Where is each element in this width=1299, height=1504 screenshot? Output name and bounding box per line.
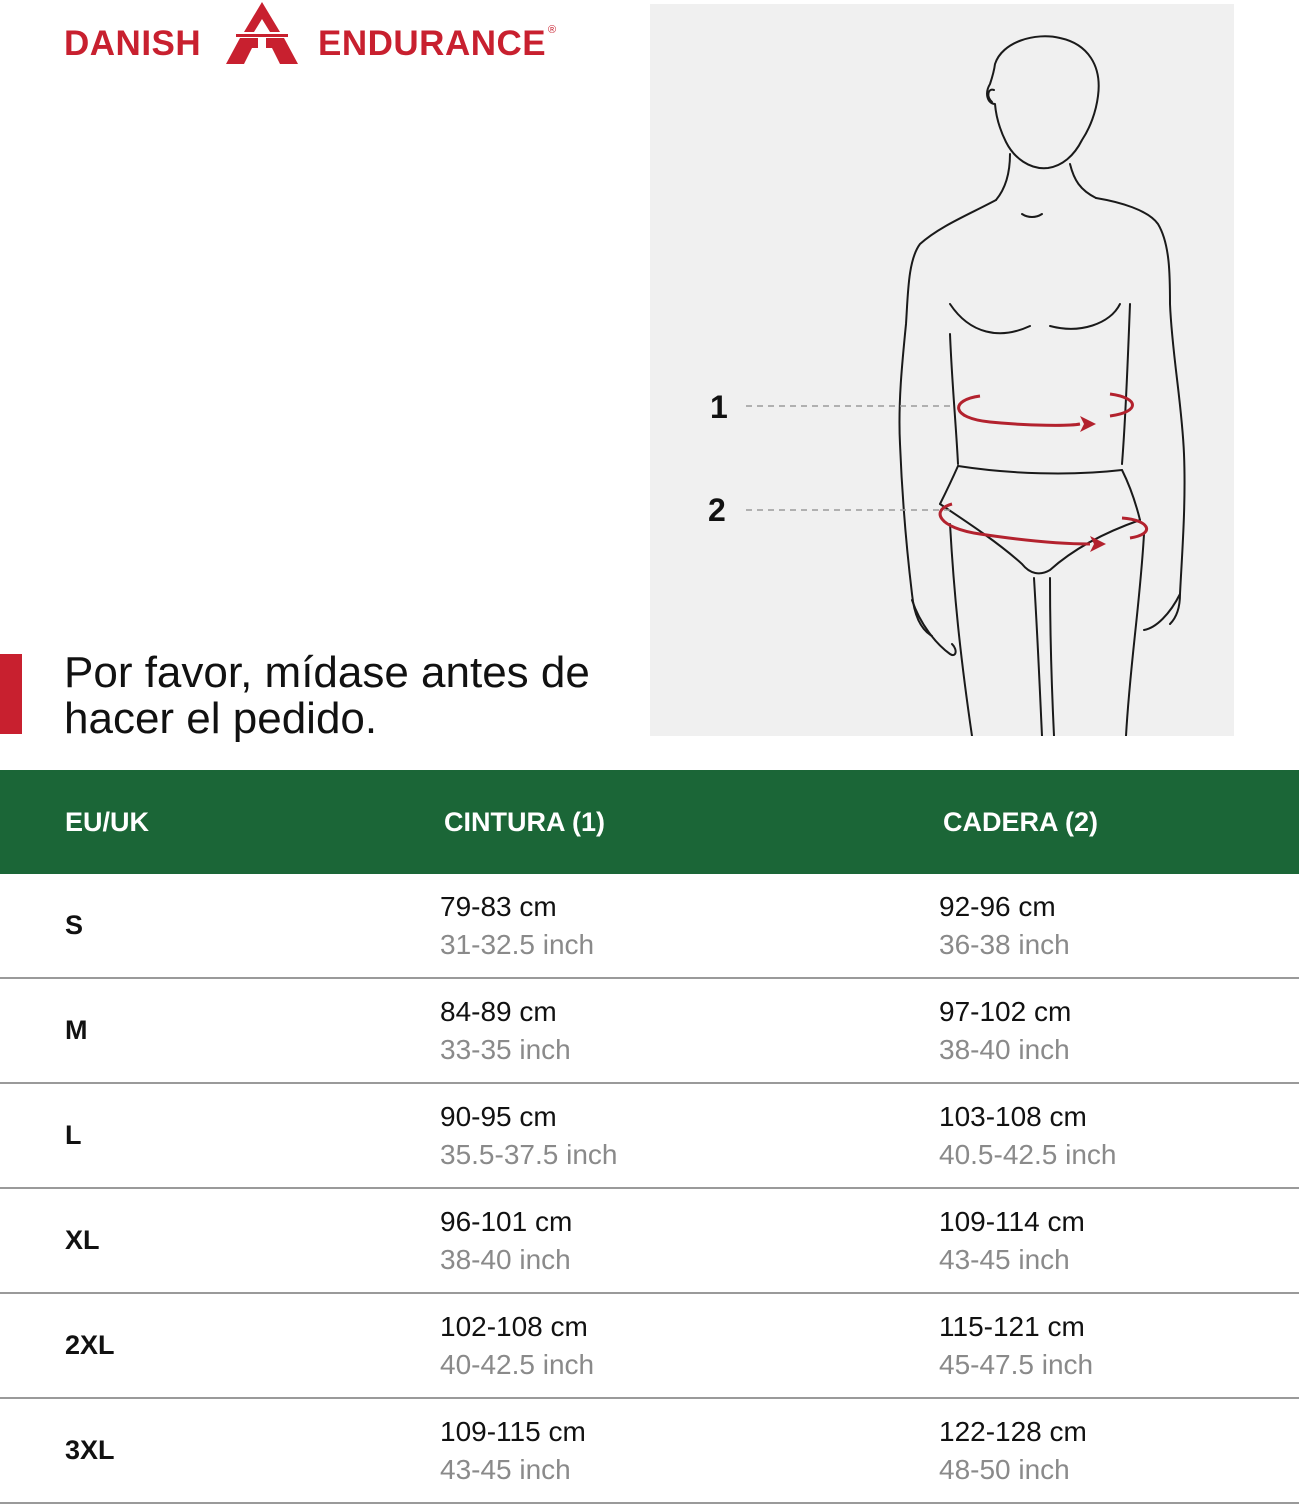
table-row — [0, 874, 1299, 978]
brand-name-right: ENDURANCE — [318, 24, 547, 63]
table-row — [0, 1398, 1299, 1503]
hip-inch: 43-45 inch — [939, 1243, 1070, 1275]
table-row — [0, 1188, 1299, 1293]
waist-inch: 38-40 inch — [440, 1243, 571, 1275]
brand-logo — [64, 0, 564, 72]
hip-inch: 36-38 inch — [939, 928, 1070, 960]
measure-instruction: Por favor, mídase antes de hacer el pedido. — [64, 648, 590, 743]
hip-cm: 97-102 cm — [939, 995, 1072, 1027]
hip-cm: 122-128 cm — [939, 1415, 1087, 1447]
size-label: M — [65, 1015, 88, 1045]
mountain-logo-icon — [214, 2, 310, 68]
waist-cm: 102-108 cm — [440, 1310, 588, 1342]
header-waist: CINTURA (1) — [435, 770, 934, 874]
waist-cm: 109-115 cm — [440, 1415, 586, 1447]
body-outline-icon — [650, 4, 1234, 736]
waist-inch: 43-45 inch — [440, 1453, 571, 1485]
table-row — [0, 1083, 1299, 1188]
hip-inch: 45-47.5 inch — [939, 1348, 1094, 1380]
hip-inch: 40.5-42.5 inch — [939, 1138, 1117, 1170]
waist-inch: 33-35 inch — [440, 1033, 571, 1065]
size-label: 2XL — [65, 1330, 115, 1360]
table-row — [0, 978, 1299, 1083]
size-label: S — [65, 910, 84, 940]
accent-bar — [0, 654, 22, 734]
waist-cm: 96-101 cm — [440, 1205, 573, 1237]
hip-cm: 103-108 cm — [939, 1100, 1087, 1132]
size-label: 3XL — [65, 1435, 115, 1465]
measurement-figure — [650, 4, 1234, 736]
size-label: XL — [65, 1225, 100, 1255]
hip-cm: 115-121 cm — [939, 1310, 1085, 1342]
hip-marker: 2 — [708, 492, 726, 528]
table-header-row — [0, 770, 1299, 874]
hip-inch: 38-40 inch — [939, 1033, 1070, 1065]
size-label: L — [65, 1120, 82, 1150]
hip-cm: 92-96 cm — [939, 890, 1056, 922]
brand-name-left: DANISH — [64, 24, 202, 63]
hip-cm: 109-114 cm — [939, 1205, 1085, 1237]
waist-cm: 84-89 cm — [440, 995, 557, 1027]
registered-mark: ® — [548, 24, 557, 36]
waist-inch: 35.5-37.5 inch — [440, 1138, 618, 1170]
waist-inch: 40-42.5 inch — [440, 1348, 595, 1380]
waist-marker: 1 — [710, 389, 728, 425]
header-hip: CADERA (2) — [934, 770, 1299, 874]
hip-inch: 48-50 inch — [939, 1453, 1070, 1485]
size-chart-table — [0, 770, 1299, 1504]
table-row — [0, 1293, 1299, 1398]
waist-inch: 31-32.5 inch — [440, 928, 595, 960]
waist-cm: 79-83 cm — [440, 890, 557, 922]
header-size: EU/UK — [0, 770, 435, 874]
waist-cm: 90-95 cm — [440, 1100, 557, 1132]
